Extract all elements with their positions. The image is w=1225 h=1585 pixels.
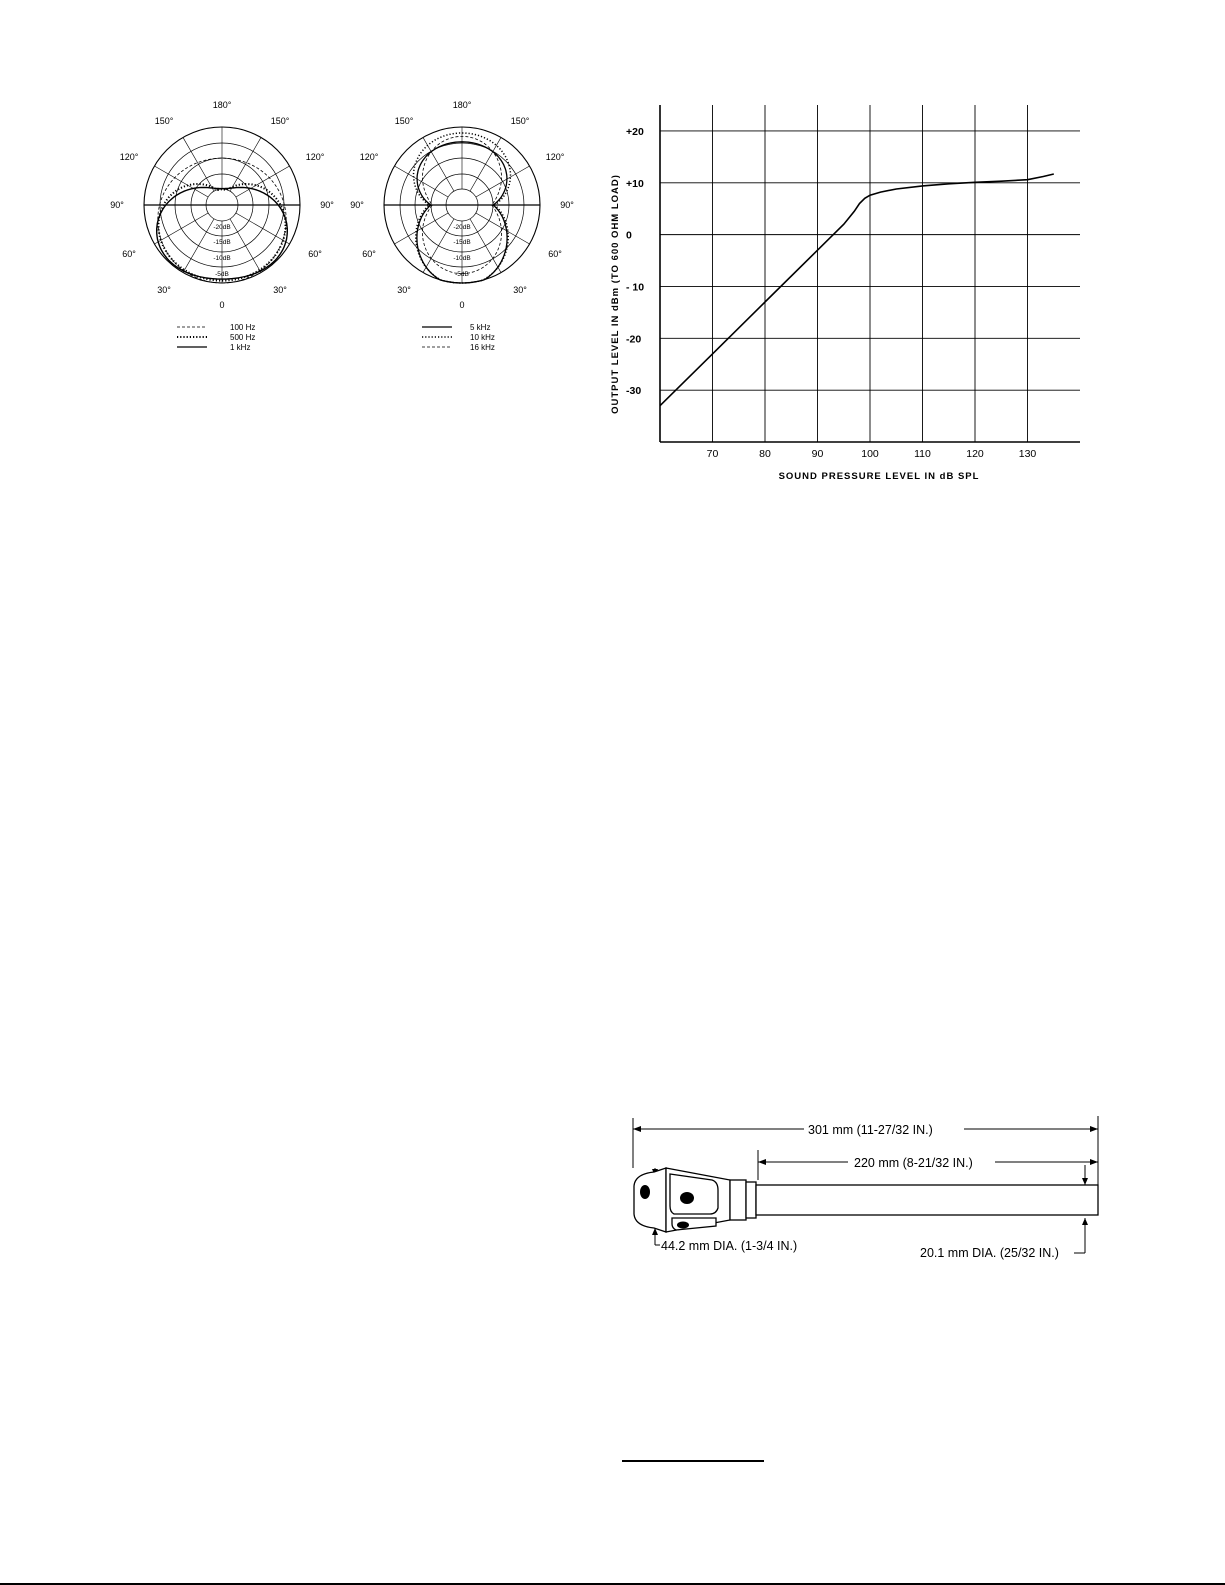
angle-label-150-left: 150° [154,116,174,126]
angle-label-30-left: 30° [157,285,171,295]
legend-label: 500 Hz [230,333,256,342]
y-tick-label: -30 [626,385,642,398]
polar-spoke [230,219,261,273]
legend-label: 16 kHz [470,343,495,352]
tube-length-label: 220 mm (8-21/32 IN.) [854,1156,973,1170]
x-tick-label: 100 [861,448,879,460]
x-tick-label: 110 [914,448,931,460]
overall-length-label: 301 mm (11-27/32 IN.) [808,1123,933,1137]
angle-label-90-left: 90° [110,200,124,210]
polar-pattern-low-frequencies [100,95,350,365]
legend-label: 100 Hz [230,323,256,332]
legend-label: 1 kHz [230,343,251,352]
microphone-dimension-drawing [620,1110,1120,1280]
polar-spoke [470,137,501,191]
polar-spoke [470,219,501,273]
y-tick-label: +10 [626,177,644,190]
angle-label-60-right: 60° [548,249,562,259]
angle-label-120-right: 120° [545,152,565,162]
angle-label-120-left: 120° [119,152,139,162]
ring-label-15db: -15dB [453,239,471,246]
ring-label-15db: -15dB [213,239,231,246]
tube-diameter-label: 20.1 mm DIA. (25/32 IN.) [920,1246,1059,1260]
angle-label-30-left: 30° [397,285,411,295]
x-tick-label: 130 [1018,448,1037,460]
angle-label-90-left: 90° [350,200,364,210]
y-tick-label: -20 [626,333,642,346]
chart-grid [660,105,1080,442]
angle-label-120-left: 120° [359,152,379,162]
angle-label-30-right: 30° [273,285,287,295]
legend-label: 10 kHz [470,333,495,342]
head-diameter-label: 44.2 mm DIA. (1-3/4 IN.) [661,1239,798,1253]
legend [422,323,495,352]
polar-spoke [154,213,208,244]
output-level-chart [600,95,1100,495]
angle-label-180: 180° [212,100,232,110]
polar-spoke [236,213,290,244]
legend-label: 5 kHz [470,323,491,332]
polar-spoke [183,137,214,191]
x-axis-label: SOUND PRESSURE LEVEL IN dB SPL [778,471,980,482]
angle-label-0: 0 [219,300,225,310]
ring-label-10db: -10dB [453,255,471,262]
angle-label-60-left: 60° [362,249,376,259]
polar-spoke [394,166,448,197]
y-tick-label: +20 [626,125,644,138]
x-tick-label: 90 [811,448,824,460]
angle-label-90-right: 90° [560,200,574,210]
polar-spoke [183,219,214,273]
ring-label-20db: -20dB [453,224,471,231]
ring-label-10db: -10dB [213,255,231,262]
ring-label-20db: -20dB [213,224,231,231]
angle-label-120-right: 120° [305,152,325,162]
x-tick-label: 120 [966,448,984,460]
polar-spoke [476,166,530,197]
angle-label-0: 0 [459,300,465,310]
y-tick-label: - 10 [626,281,645,294]
ring-label-5db: -5dB [215,271,229,278]
angle-label-60-left: 60° [122,249,136,259]
polar-pattern-high-frequencies [340,95,590,365]
angle-label-60-right: 60° [308,249,322,259]
footnote-rule [622,1460,764,1462]
y-tick-labels [626,126,644,397]
microphone-body [634,1168,1098,1232]
angle-label-180: 180° [452,100,472,110]
y-axis-label: OUTPUT LEVEL IN dBm (TO 600 OHM LOAD) [610,174,621,414]
x-tick-label: 70 [706,448,719,460]
polar-spoke [423,219,454,273]
angle-label-150-right: 150° [510,116,530,126]
y-tick-label: 0 [626,229,632,242]
series-line [660,174,1054,406]
ring-label-5db: -5dB [455,271,469,278]
x-tick-label: 80 [759,448,771,460]
angle-label-150-left: 150° [394,116,414,126]
legend [177,323,255,352]
angle-label-150-right: 150° [270,116,290,126]
angle-label-30-right: 30° [513,285,527,295]
x-tick-labels [707,448,1037,460]
angle-label-90-right: 90° [320,200,334,210]
